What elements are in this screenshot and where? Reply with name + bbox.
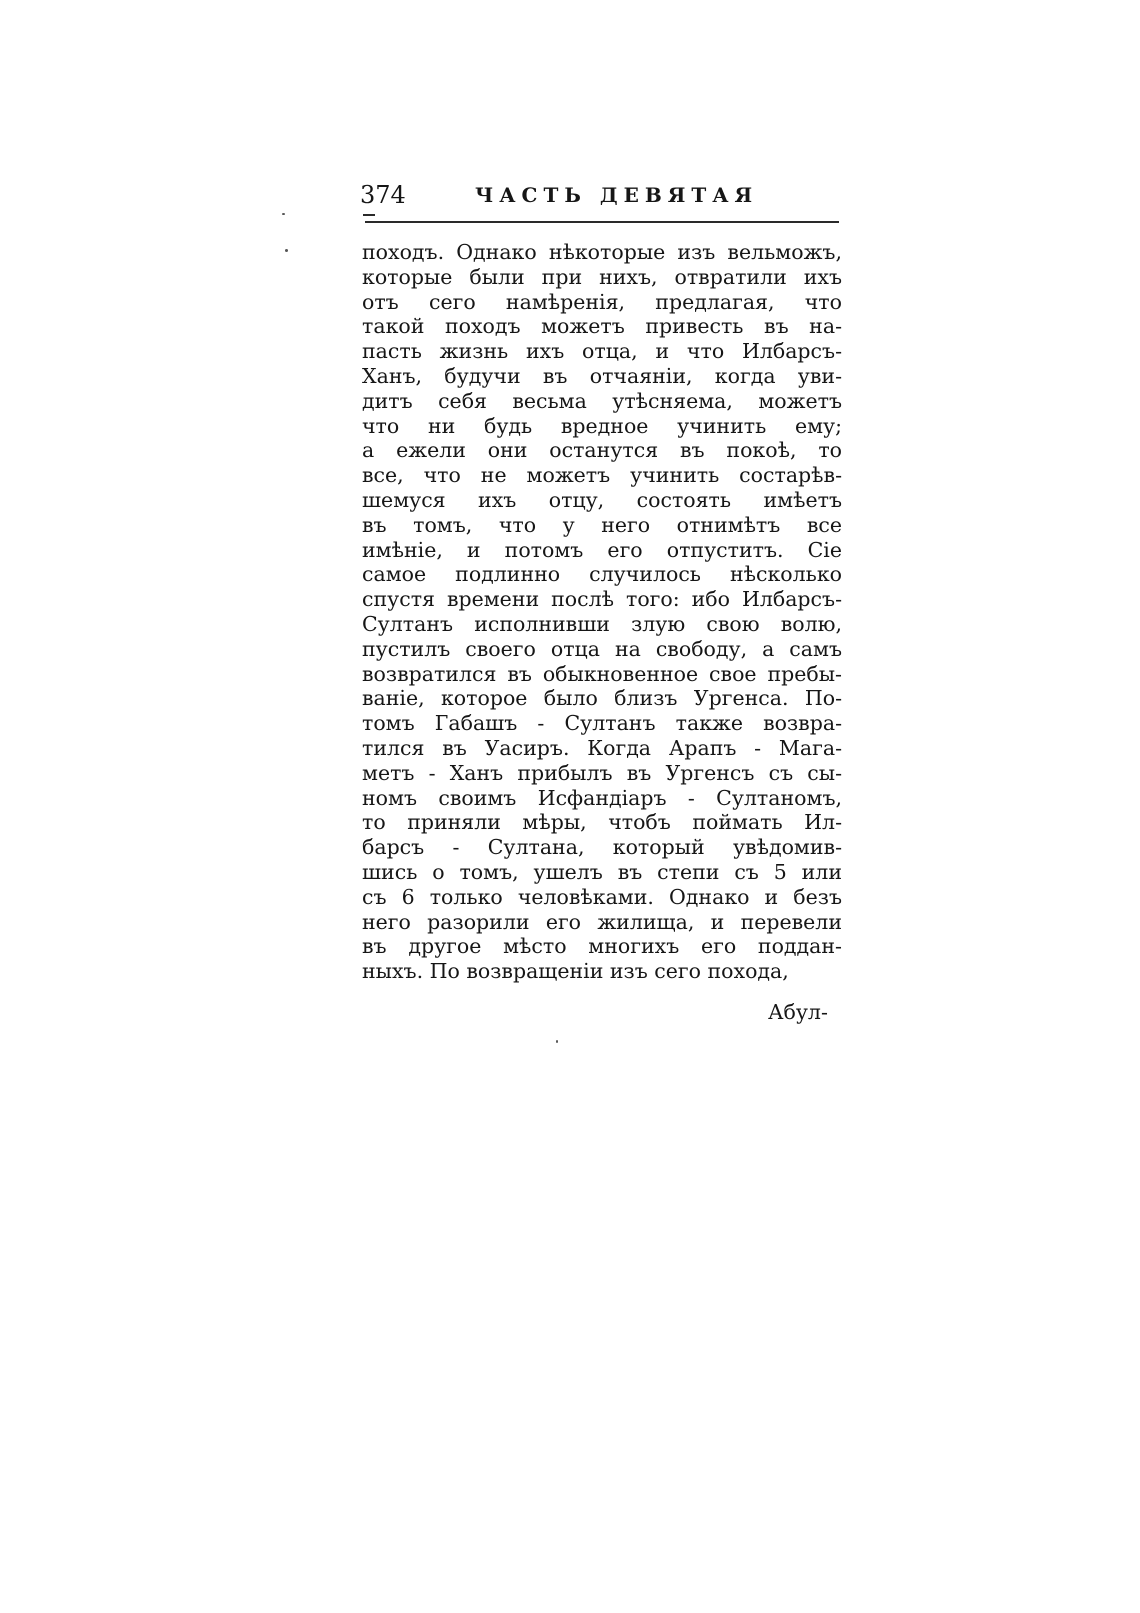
text-line: что ни будь вредное учинить ему; [362, 413, 842, 438]
header-rule [365, 221, 839, 223]
catchword: Абул- [768, 1000, 828, 1024]
running-head: ЧАСТЬ ДЕВЯТАЯ [475, 183, 759, 207]
text-line: тился въ Уасиръ. Когда Арапъ - Мага- [362, 735, 842, 760]
text-line: него разорили его жилища, и перевели [362, 909, 842, 934]
text-line: самое подлинно случилось нѣсколько [362, 562, 842, 587]
text-line: все, что не можетъ учинить состарѣв- [362, 463, 842, 488]
text-line: спустя времени послѣ того: ибо Илбарсъ- [362, 587, 842, 612]
scan-speck [282, 213, 285, 215]
text-line: пустилъ своего отца на свободу, а самъ [362, 636, 842, 661]
text-line: то приняли мѣры, чтобъ поймать Ил- [362, 810, 842, 835]
text-line: которые были при нихъ, отвратили ихъ [362, 264, 842, 289]
text-line: въ томъ, что у него отнимѣтъ все [362, 512, 842, 537]
scan-speck [556, 1040, 558, 1043]
text-line: пасть жизнь ихъ отца, и что Илбарсъ- [362, 339, 842, 364]
text-line: номъ своимъ Исфандіаръ - Султаномъ, [362, 785, 842, 810]
header-rule-tick [363, 214, 375, 216]
page-number: 374 [360, 181, 406, 209]
text-line: ныхъ. По возвращеніи изъ сего похода, [362, 959, 789, 984]
text-line: съ 6 только человѣками. Однако и безъ [362, 884, 842, 909]
text-line: дитъ себя весьма утѣсняема, можетъ [362, 388, 842, 413]
text-line: барсъ - Султана, который увѣдомив- [362, 835, 842, 860]
text-line: такой походъ можетъ привесть въ на- [362, 314, 842, 339]
text-line: отъ сего намѣренія, предлагая, что [362, 289, 842, 314]
text-line: въ другое мѣсто многихъ его поддан- [362, 934, 842, 959]
text-line: возвратился въ обыкновенное свое пребы- [362, 661, 842, 686]
scan-speck [285, 249, 288, 252]
text-line: ваніе, которое было близъ Ургенса. По- [362, 686, 842, 711]
text-line: томъ Габашъ - Султанъ также возвра- [362, 711, 842, 736]
text-line: походъ. Однако нѣкоторые изъ вельможъ, [362, 240, 842, 264]
text-line: имѣніе, и потомъ его отпуститъ. Сіе [362, 537, 842, 562]
text-line: Султанъ исполнивши злую свою волю, [362, 611, 842, 636]
body-text [362, 240, 842, 984]
text-line: Ханъ, будучи въ отчаяніи, когда уви- [362, 363, 842, 388]
text-line: шемуся ихъ отцу, состоять имѣетъ [362, 487, 842, 512]
text-line: метъ - Ханъ прибылъ въ Ургенсъ съ сы- [362, 760, 842, 785]
text-line: а ежели они останутся въ покоѣ, то [362, 438, 842, 463]
page-header [360, 178, 844, 212]
text-line: шись о томъ, ушелъ въ степи съ 5 или [362, 859, 842, 884]
